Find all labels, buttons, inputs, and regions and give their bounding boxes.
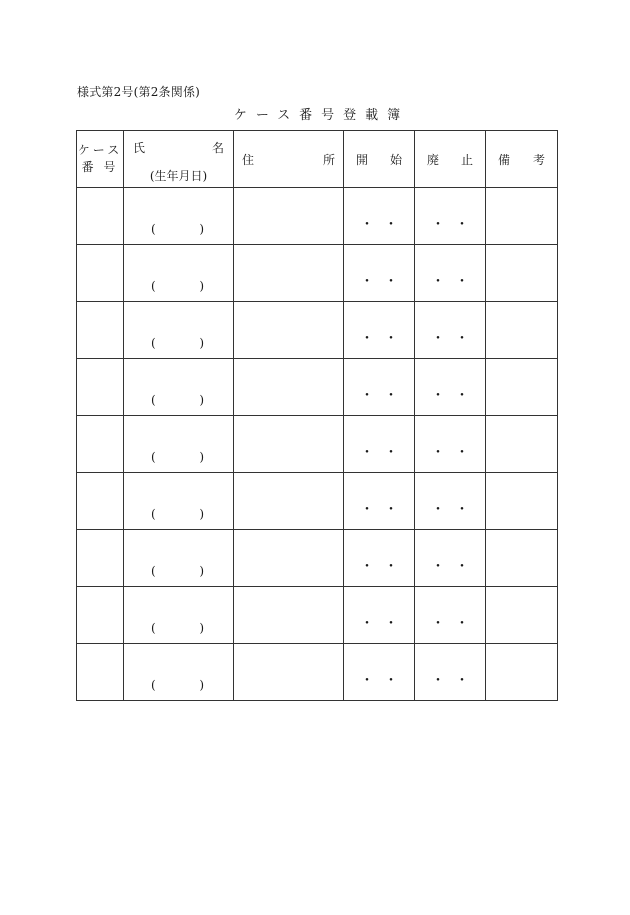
table-row <box>77 188 558 245</box>
header-case-line2: 番 号 <box>81 160 119 174</box>
start-date-dots: ・・ <box>360 388 408 404</box>
header-address-left: 住 <box>242 152 255 167</box>
table-row <box>77 530 558 587</box>
header-end <box>415 131 486 188</box>
cell-address[interactable] <box>234 587 344 644</box>
cell-note[interactable] <box>486 644 558 701</box>
end-date-dots: ・・ <box>431 331 479 347</box>
end-date-dots: ・・ <box>431 559 479 575</box>
paren-close: ) <box>199 279 204 293</box>
cell-case-number[interactable] <box>77 302 124 359</box>
cell-end-date[interactable] <box>415 245 486 302</box>
table-row <box>77 644 558 701</box>
case-register-table <box>76 130 558 701</box>
header-address <box>234 131 344 188</box>
start-date-dots: ・・ <box>360 559 408 575</box>
table-row <box>77 359 558 416</box>
end-date-dots: ・・ <box>431 616 479 632</box>
paren-open: ( <box>151 507 156 521</box>
cell-address[interactable] <box>234 302 344 359</box>
birthdate-parentheses <box>151 336 204 350</box>
paren-close: ) <box>199 678 204 692</box>
header-start-right: 始 <box>389 152 402 167</box>
header-name-left: 氏 <box>133 141 146 155</box>
paren-open: ( <box>151 678 156 692</box>
header-start-left: 開 <box>356 152 369 167</box>
cell-note[interactable] <box>486 416 558 473</box>
birthdate-parentheses <box>151 621 204 635</box>
paren-open: ( <box>151 336 156 350</box>
paren-close: ) <box>199 450 204 464</box>
birthdate-parentheses <box>151 222 204 236</box>
paren-open: ( <box>151 564 156 578</box>
header-case-line1: ケース <box>77 143 123 157</box>
header-note-left: 備 <box>498 152 511 167</box>
cell-case-number[interactable] <box>77 416 124 473</box>
cell-name[interactable] <box>124 530 234 587</box>
paren-close: ) <box>199 222 204 236</box>
cell-end-date[interactable] <box>415 473 486 530</box>
paren-open: ( <box>151 621 156 635</box>
paren-close: ) <box>199 336 204 350</box>
cell-name[interactable] <box>124 245 234 302</box>
header-name-right: 名 <box>211 141 224 155</box>
start-date-dots: ・・ <box>360 274 408 290</box>
cell-case-number[interactable] <box>77 359 124 416</box>
header-note <box>486 131 558 188</box>
table-row <box>77 245 558 302</box>
paren-close: ) <box>199 393 204 407</box>
cell-case-number[interactable] <box>77 587 124 644</box>
cell-name[interactable] <box>124 473 234 530</box>
end-date-dots: ・・ <box>431 274 479 290</box>
cell-note[interactable] <box>486 587 558 644</box>
cell-note[interactable] <box>486 473 558 530</box>
birthdate-parentheses <box>151 279 204 293</box>
cell-address[interactable] <box>234 188 344 245</box>
cell-name[interactable] <box>124 302 234 359</box>
header-case-number <box>77 131 124 188</box>
start-date-dots: ・・ <box>360 445 408 461</box>
paren-open: ( <box>151 222 156 236</box>
cell-end-date[interactable] <box>415 530 486 587</box>
header-end-left: 廃 <box>427 152 440 167</box>
end-date-dots: ・・ <box>431 502 479 518</box>
cell-name[interactable] <box>124 188 234 245</box>
table-row <box>77 473 558 530</box>
birthdate-parentheses <box>151 507 204 521</box>
cell-address[interactable] <box>234 245 344 302</box>
birthdate-parentheses <box>151 393 204 407</box>
cell-start-date[interactable] <box>344 302 415 359</box>
header-note-right: 考 <box>532 152 545 167</box>
cell-end-date[interactable] <box>415 188 486 245</box>
paren-open: ( <box>151 450 156 464</box>
paren-open: ( <box>151 393 156 407</box>
paren-open: ( <box>151 279 156 293</box>
end-date-dots: ・・ <box>431 388 479 404</box>
cell-case-number[interactable] <box>77 245 124 302</box>
cell-name[interactable] <box>124 644 234 701</box>
cell-case-number[interactable] <box>77 530 124 587</box>
header-start <box>344 131 415 188</box>
cell-start-date[interactable] <box>344 530 415 587</box>
end-date-dots: ・・ <box>431 673 479 689</box>
table-row <box>77 302 558 359</box>
register-body <box>77 188 558 701</box>
cell-name[interactable] <box>124 416 234 473</box>
cell-end-date[interactable] <box>415 644 486 701</box>
cell-note[interactable] <box>486 359 558 416</box>
cell-note[interactable] <box>486 530 558 587</box>
header-address-right: 所 <box>322 152 335 167</box>
start-date-dots: ・・ <box>360 331 408 347</box>
cell-name[interactable] <box>124 587 234 644</box>
header-end-right: 止 <box>460 152 473 167</box>
start-date-dots: ・・ <box>360 502 408 518</box>
cell-name[interactable] <box>124 359 234 416</box>
birthdate-parentheses <box>151 564 204 578</box>
document-title: ケース番号登載簿 <box>233 108 410 123</box>
cell-case-number[interactable] <box>77 473 124 530</box>
cell-start-date[interactable] <box>344 245 415 302</box>
cell-address[interactable] <box>234 530 344 587</box>
end-date-dots: ・・ <box>431 445 479 461</box>
cell-end-date[interactable] <box>415 587 486 644</box>
birthdate-parentheses <box>151 450 204 464</box>
start-date-dots: ・・ <box>360 673 408 689</box>
cell-note[interactable] <box>486 302 558 359</box>
cell-case-number[interactable] <box>77 644 124 701</box>
cell-end-date[interactable] <box>415 302 486 359</box>
cell-address[interactable] <box>234 359 344 416</box>
end-date-dots: ・・ <box>431 217 479 233</box>
table-row <box>77 587 558 644</box>
cell-start-date[interactable] <box>344 416 415 473</box>
start-date-dots: ・・ <box>360 616 408 632</box>
cell-note[interactable] <box>486 188 558 245</box>
paren-close: ) <box>199 621 204 635</box>
cell-address[interactable] <box>234 644 344 701</box>
cell-case-number[interactable] <box>77 188 124 245</box>
cell-end-date[interactable] <box>415 359 486 416</box>
cell-start-date[interactable] <box>344 188 415 245</box>
cell-note[interactable] <box>486 245 558 302</box>
cell-start-date[interactable] <box>344 473 415 530</box>
cell-start-date[interactable] <box>344 644 415 701</box>
cell-start-date[interactable] <box>344 587 415 644</box>
header-row <box>77 131 558 188</box>
cell-address[interactable] <box>234 416 344 473</box>
header-name <box>124 131 234 188</box>
paren-close: ) <box>199 564 204 578</box>
header-birthdate: (生年月日) <box>149 169 208 183</box>
start-date-dots: ・・ <box>360 217 408 233</box>
paren-close: ) <box>199 507 204 521</box>
table-row <box>77 416 558 473</box>
birthdate-parentheses <box>151 678 204 692</box>
cell-address[interactable] <box>234 473 344 530</box>
cell-start-date[interactable] <box>344 359 415 416</box>
form-number-label: 様式第2号(第2条関係) <box>77 85 201 99</box>
cell-end-date[interactable] <box>415 416 486 473</box>
